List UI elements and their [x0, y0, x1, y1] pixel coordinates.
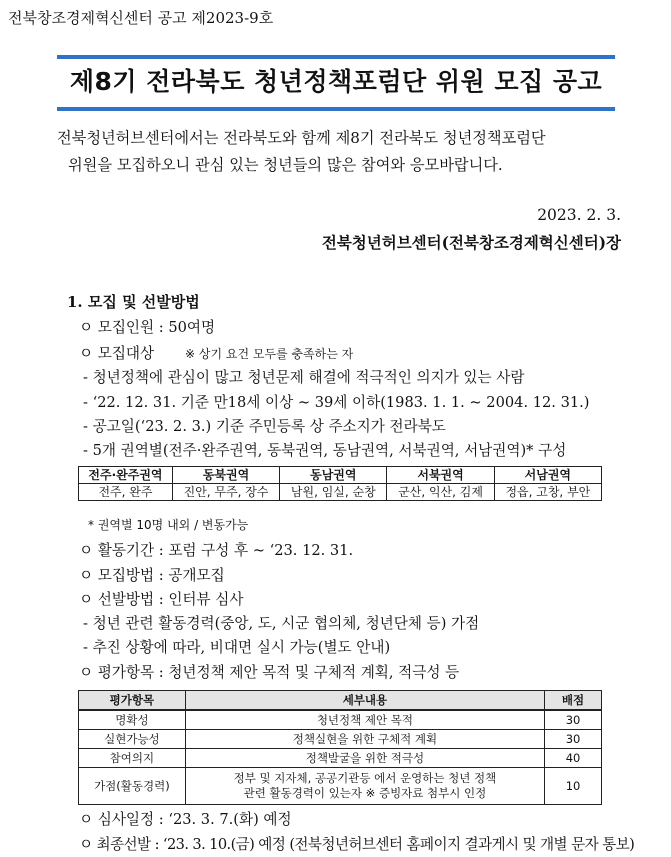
requirement-1: - 청년정책에 관심이 많고 청년문제 해결에 적극적인 의지가 있는 사람: [83, 369, 525, 386]
region-header: 서남권역: [494, 467, 601, 484]
recruit-method: ㅇ 모집방법 : 공개모집: [79, 567, 225, 584]
table-row: [79, 730, 602, 749]
eval-header-score: 배점: [545, 691, 602, 711]
eval-detail: [185, 768, 544, 805]
table-row: [79, 749, 602, 768]
region-table-header: [79, 467, 602, 484]
activity-period: ㅇ 활동기간 : 포럼 구성 후 ~ ‘23. 12. 31.: [79, 542, 354, 559]
notice-number: 전북창조경제혁신센터 공고 제2023-9호: [8, 9, 274, 27]
eval-item: 참여의지: [79, 749, 186, 768]
selection-method: ㅇ 선발방법 : 인터뷰 심사: [79, 591, 244, 608]
region-cities: 남원, 임실, 순창: [280, 484, 387, 501]
notice-date: 2023. 2. 3.: [537, 206, 621, 224]
region-cities: 군산, 익산, 김제: [387, 484, 494, 501]
region-table-row: [79, 484, 602, 501]
intro-line-1: 전북청년허브센터에서는 전라북도와 함께 제8기 전라북도 청년정책포럼단: [57, 129, 546, 147]
region-table: [78, 466, 602, 501]
title-bottom-rule: [57, 107, 615, 111]
region-header: 동남권역: [280, 467, 387, 484]
selection-note-1: - 청년 관련 활동경력(중앙, 도, 시군 협의체, 청년단체 등) 가점: [83, 615, 480, 632]
region-cities: 정읍, 고창, 부안: [494, 484, 601, 501]
evaluation-table-header: [79, 691, 602, 711]
intro-line-2: 위원을 모집하오니 관심 있는 청년들의 많은 참여와 응모바랍니다.: [68, 156, 503, 174]
eval-header-detail: 세부내용: [185, 691, 544, 711]
final-selection: ㅇ 최종선발 : ‘23. 3. 10.(금) 예정 (전북청년허브센터 홈페이지 결과게시 및 개별 문자 통보): [79, 836, 635, 853]
eval-detail: 정책발굴을 위한 적극성: [185, 749, 544, 768]
table-row: [79, 710, 602, 730]
recruit-target-note: ※ 상기 요건 모두를 충족하는 자: [185, 347, 354, 361]
section-1-title: 1. 모집 및 선발방법: [67, 293, 200, 311]
eval-detail-line: 관련 활동경력이 있는자 ※ 증빙자료 첨부시 인정: [243, 786, 487, 800]
eval-header-item: 평가항목: [79, 691, 186, 711]
selection-note-2: - 추진 상황에 따라, 비대면 실시 가능(별도 안내): [83, 639, 391, 656]
region-header: 동북권역: [172, 467, 279, 484]
region-cities: 전주, 완주: [79, 484, 173, 501]
eval-detail-line: 정부 및 지자체, 공공기관등 에서 운영하는 청년 정책: [233, 771, 497, 785]
region-cities: 진안, 무주, 장수: [172, 484, 279, 501]
evaluation-criteria: ㅇ 평가항목 : 청년정책 제안 목적 및 구체적 계획, 적극성 등: [79, 664, 460, 681]
requirement-3: - 공고일(‘23. 2. 3.) 기준 주민등록 상 주소지가 전라북도: [83, 418, 446, 435]
region-note: * 권역별 10명 내외 / 변동가능: [88, 518, 249, 532]
eval-item: 명확성: [79, 710, 186, 730]
title-top-rule: [57, 55, 615, 59]
requirement-4: - 5개 권역별(전주·완주권역, 동북권역, 동남권역, 서북권역, 서남권역)* 구성: [83, 442, 567, 459]
eval-item: 가점(활동경력): [79, 768, 186, 805]
recruit-target-label: ㅇ 모집대상: [79, 345, 155, 362]
table-row: [79, 768, 602, 805]
requirement-2: - ‘22. 12. 31. 기준 만18세 이상 ~ 39세 이하(1983. 1. 1. ~ 2004. 12. 31.): [83, 394, 590, 411]
eval-detail: 정책실현을 위한 구체적 계획: [185, 730, 544, 749]
eval-score: 40: [545, 749, 602, 768]
review-schedule: ㅇ 심사일정 : ‘23. 3. 7.(화) 예정: [79, 811, 292, 828]
page-title: 제8기 전라북도 청년정책포럼단 위원 모집 공고: [69, 67, 603, 96]
eval-score: 30: [545, 730, 602, 749]
eval-item: 실현가능성: [79, 730, 186, 749]
issuing-organization: 전북청년허브센터(전북창조경제혁신센터)장: [321, 233, 621, 252]
eval-detail: 청년정책 제안 목적: [185, 710, 544, 730]
recruit-count: ㅇ 모집인원 : 50여명: [79, 319, 216, 336]
region-header: 서북권역: [387, 467, 494, 484]
eval-score: 10: [545, 768, 602, 805]
region-header: 전주·완주권역: [79, 467, 173, 484]
eval-score: 30: [545, 710, 602, 730]
evaluation-table: [78, 690, 602, 805]
